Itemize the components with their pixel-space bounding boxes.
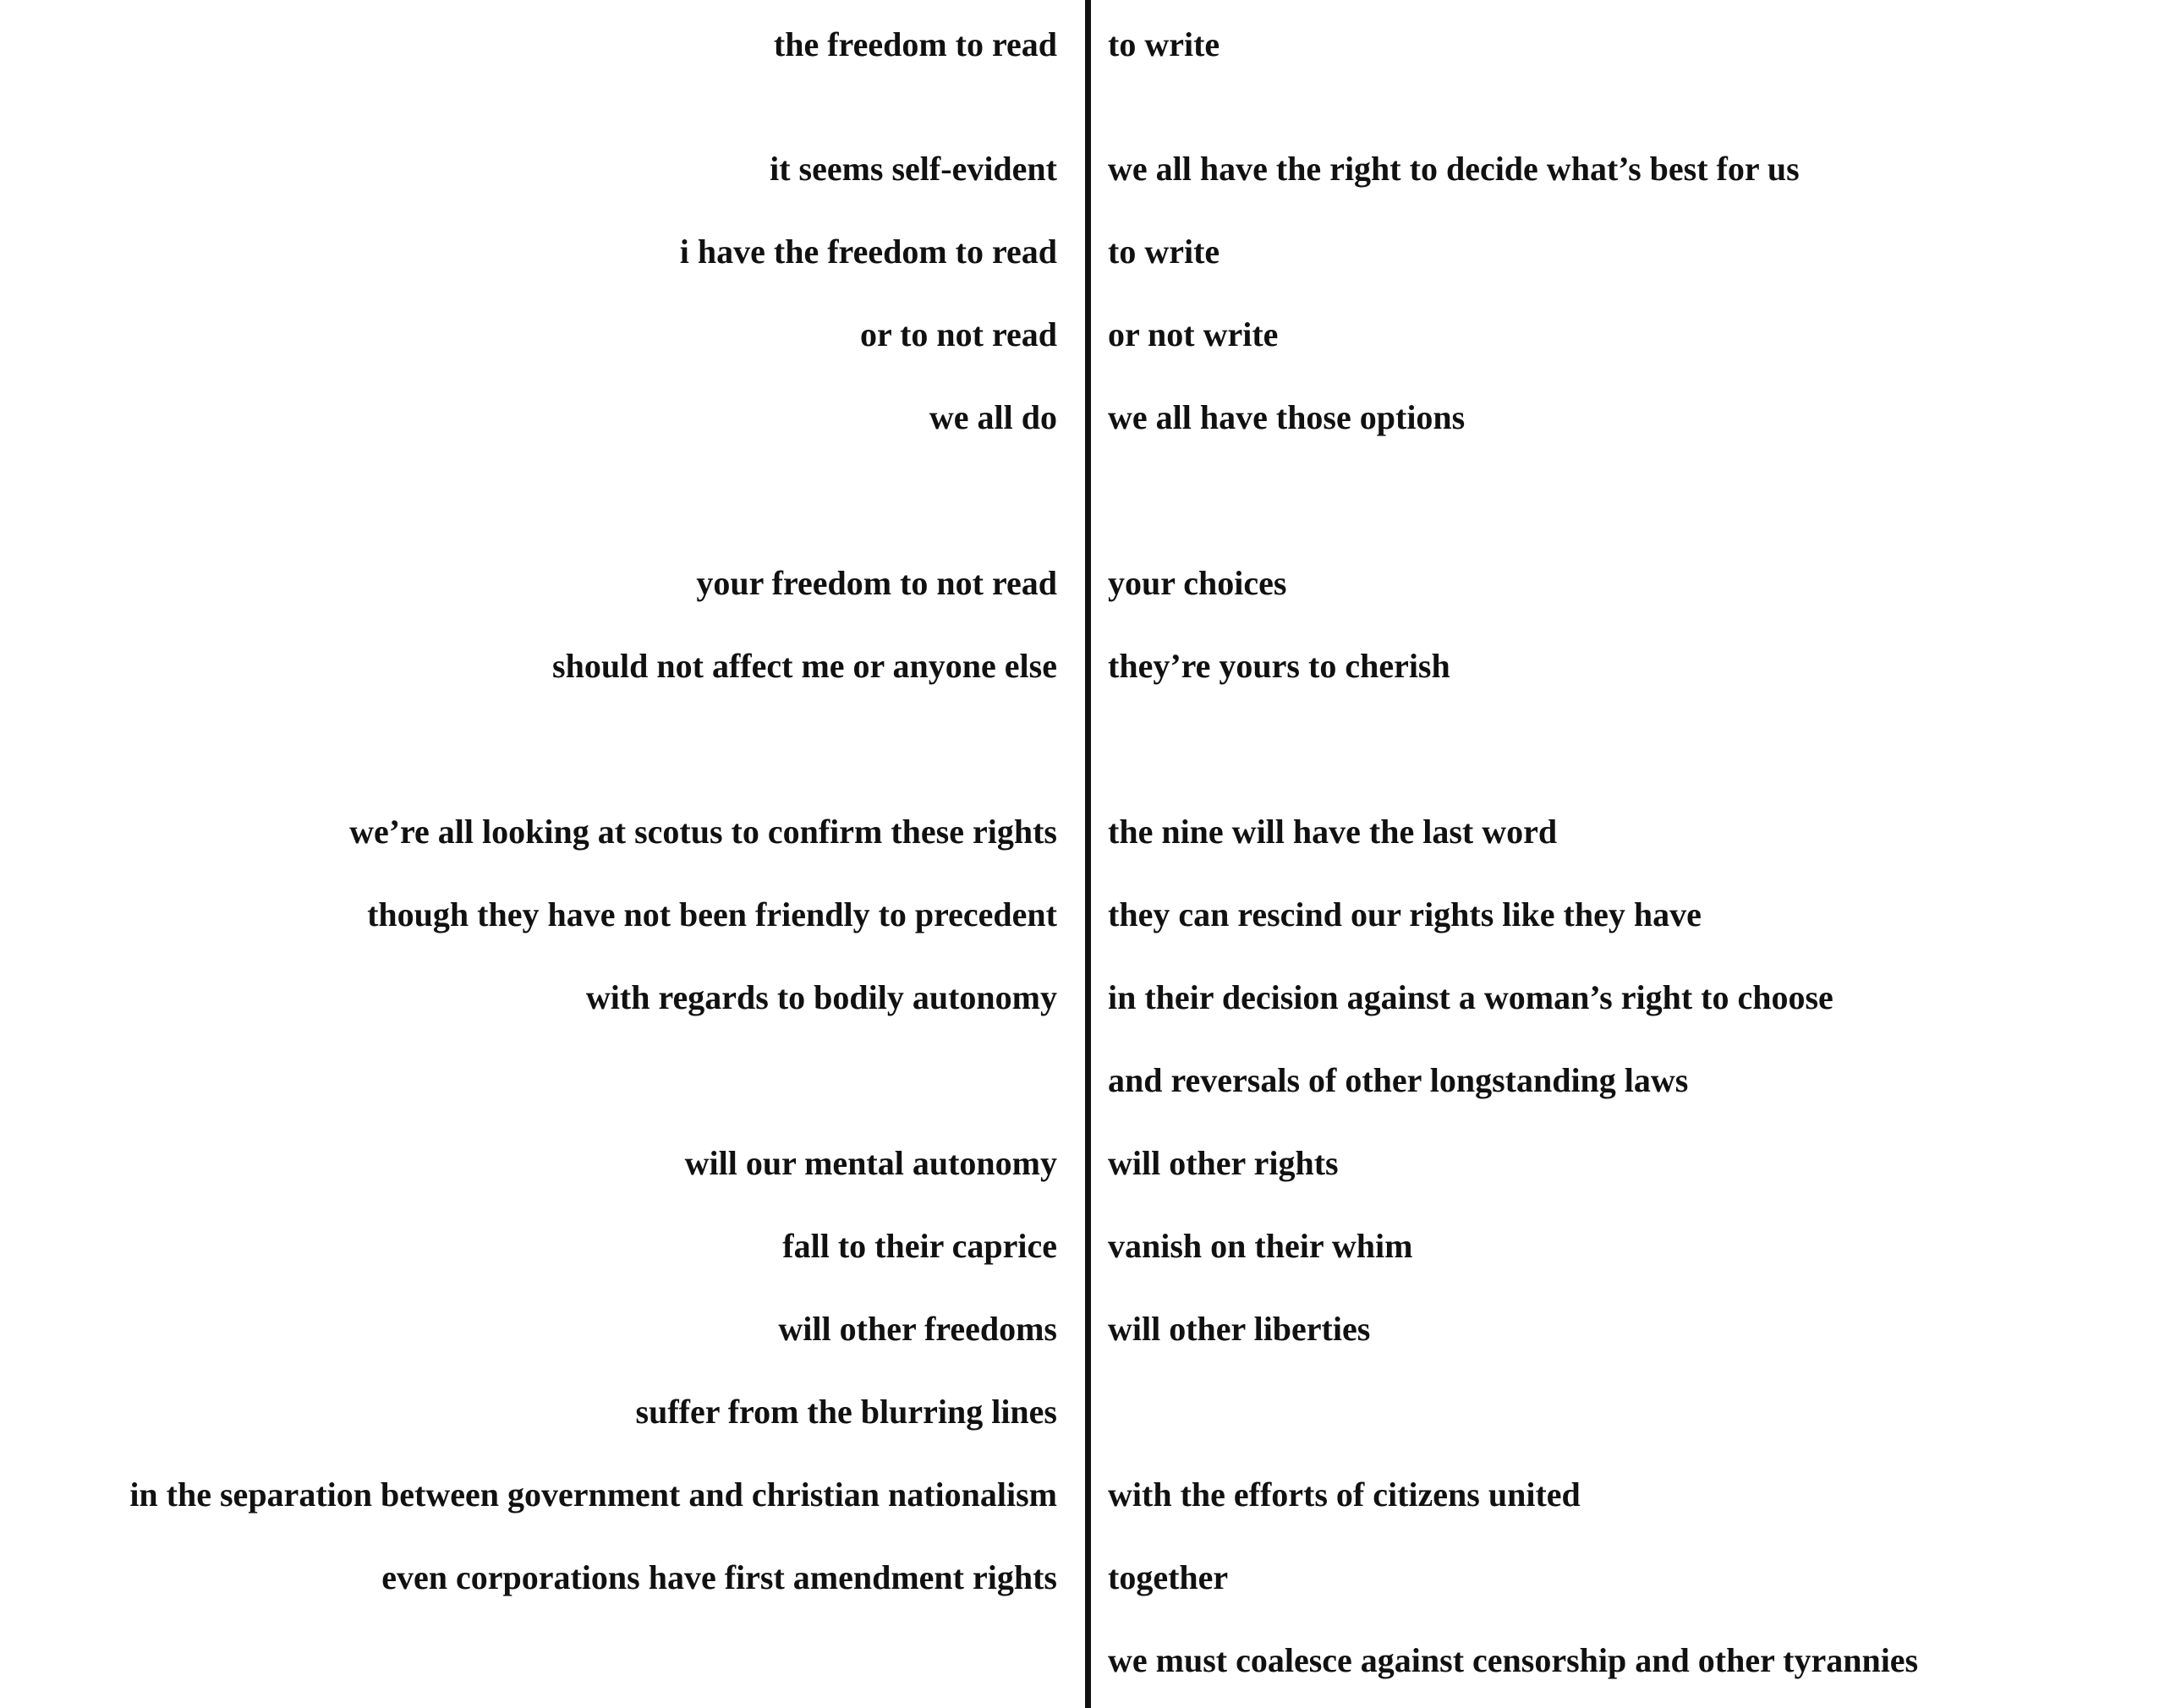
- right-line-16: with the efforts of citizens united: [1108, 1475, 1581, 1514]
- left-line-5: we all do: [929, 398, 1057, 436]
- right-line-12: will other rights: [1108, 1144, 1339, 1182]
- left-line-8: we’re all looking at scotus to confirm these rights: [349, 813, 1057, 851]
- right-line-6: your choices: [1108, 564, 1287, 602]
- right-line-10: in their decision against a woman’s right to choose: [1108, 978, 1833, 1016]
- left-line-12: will our mental autonomy: [684, 1144, 1057, 1182]
- right-line-4: or not write: [1108, 315, 1279, 353]
- left-line-13: fall to their caprice: [782, 1227, 1057, 1265]
- center-divider: [1085, 0, 1091, 1708]
- right-line-1: to write: [1108, 25, 1220, 63]
- right-line-7: they’re yours to cherish: [1108, 647, 1450, 685]
- left-line-17: even corporations have first amendment rights: [381, 1558, 1057, 1596]
- right-line-3: to write: [1108, 233, 1220, 271]
- right-line-18: we must coalesce against censorship and other tyrannies: [1108, 1641, 1919, 1679]
- right-line-2: we all have the right to decide what’s best for us: [1108, 150, 1800, 188]
- left-line-14: will other freedoms: [778, 1310, 1057, 1348]
- right-line-5: we all have those options: [1108, 398, 1466, 436]
- left-line-2: it seems self-evident: [770, 150, 1057, 188]
- right-line-13: vanish on their whim: [1108, 1227, 1413, 1265]
- right-line-9: they can rescind our rights like they have: [1108, 895, 1702, 933]
- left-line-4: or to not read: [860, 315, 1057, 353]
- right-line-17: together: [1108, 1558, 1229, 1596]
- right-line-8: the nine will have the last word: [1108, 813, 1558, 851]
- right-line-14: will other liberties: [1108, 1310, 1371, 1348]
- left-line-1: the freedom to read: [773, 25, 1057, 63]
- left-line-15: suffer from the blurring lines: [635, 1393, 1057, 1431]
- left-line-7: should not affect me or anyone else: [552, 647, 1057, 685]
- left-line-3: i have the freedom to read: [679, 233, 1057, 271]
- right-line-11: and reversals of other longstanding laws: [1108, 1061, 1689, 1099]
- left-line-6: your freedom to not read: [696, 564, 1057, 602]
- left-line-9: though they have not been friendly to precedent: [367, 895, 1057, 933]
- left-line-16: in the separation between government and christian nationalism: [129, 1475, 1057, 1514]
- left-line-10: with regards to bodily autonomy: [585, 978, 1057, 1016]
